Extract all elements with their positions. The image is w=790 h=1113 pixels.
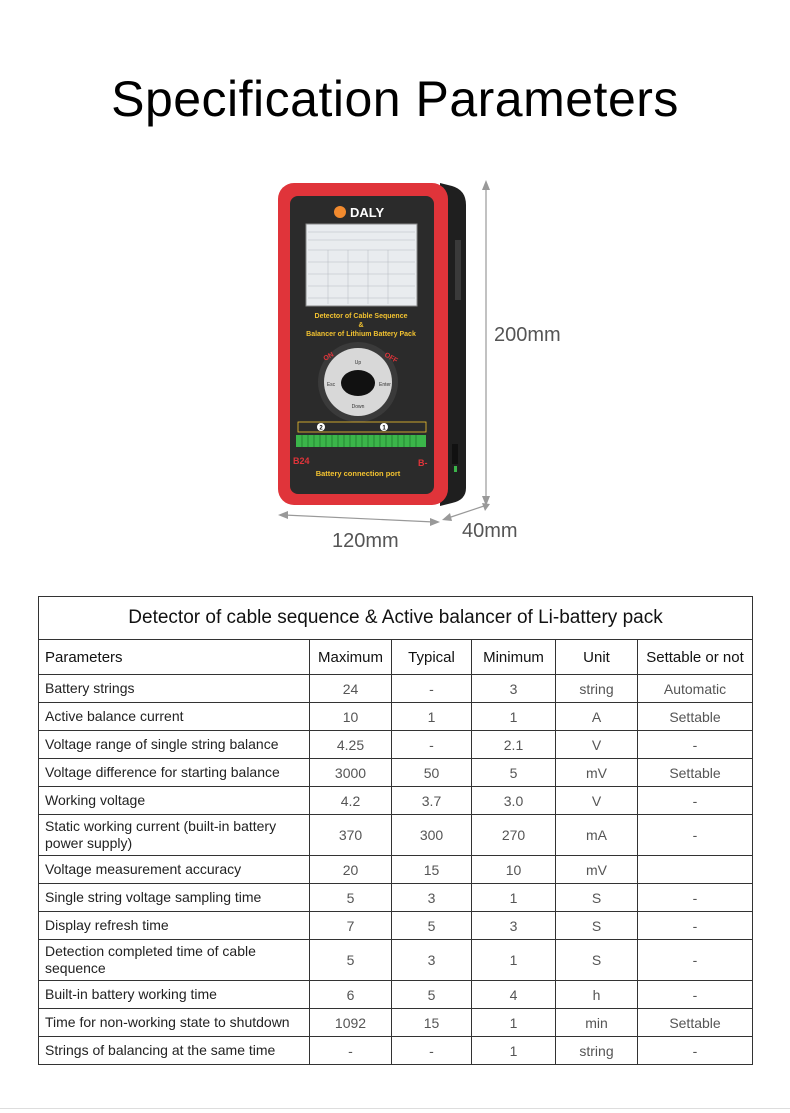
table-row [39,912,753,940]
page-title: Specification Parameters [111,71,679,127]
cell-typical: - [392,731,472,759]
cell-settable: - [638,940,753,981]
cell-settable: - [638,731,753,759]
cell-parameter: Working voltage [39,787,310,815]
bottom-divider [0,1108,790,1109]
cell-maximum: - [310,1037,392,1065]
cell-settable: - [638,884,753,912]
esc-button: Esc [326,382,336,388]
cell-unit: string [556,1037,638,1065]
cell-parameter: Strings of balancing at the same time [39,1037,310,1065]
device-label-3: Balancer of Lithium Battery Pack [306,331,416,338]
table-caption: Detector of cable sequence & Active balancer of Li-battery pack [39,597,753,640]
cell-maximum: 24 [310,675,392,703]
cell-parameter: Voltage range of single string balance [39,731,310,759]
col-header-parameters: Parameters [39,640,310,675]
cell-minimum: 270 [472,815,556,856]
cell-parameter: Battery strings [39,675,310,703]
cell-minimum: 1 [472,703,556,731]
cell-unit: S [556,912,638,940]
cell-minimum: 2.1 [472,731,556,759]
cell-minimum: 3.0 [472,787,556,815]
cell-maximum: 5 [310,940,392,981]
device-label-1: Detector of Cable Sequence [314,313,408,320]
cell-typical: 1 [392,703,472,731]
col-header-maximum: Maximum [310,640,392,675]
table-row [39,856,753,884]
cell-unit: V [556,787,638,815]
cell-maximum: 5 [310,884,392,912]
cell-settable: - [638,1037,753,1065]
table-row [39,703,753,731]
width-dimension: 120mm [332,530,399,552]
cell-typical: 50 [392,759,472,787]
device-screen [306,224,417,306]
cell-parameter: Static working current (built-in battery power supply) [39,815,310,856]
cell-typical: 3 [392,940,472,981]
cell-unit: mV [556,856,638,884]
cell-parameter: Voltage difference for starting balance [39,759,310,787]
cell-maximum: 4.25 [310,731,392,759]
table-row [39,675,753,703]
table-row [39,787,753,815]
cell-parameter: Active balance current [39,703,310,731]
cell-maximum: 1092 [310,1009,392,1037]
height-dimension: 200mm [494,324,561,346]
device-label-2: & [358,322,364,329]
cell-settable: - [638,787,753,815]
cell-parameter: Display refresh time [39,912,310,940]
table-row [39,759,753,787]
terminal-block [296,435,426,447]
cell-parameter: Single string voltage sampling time [39,884,310,912]
cell-parameter: Time for non-working state to shutdown [39,1009,310,1037]
cell-typical: - [392,675,472,703]
cell-maximum: 370 [310,815,392,856]
table-row [39,1009,753,1037]
spec-table [38,596,753,1065]
down-button: Down [351,404,365,410]
cell-settable: - [638,912,753,940]
cell-maximum: 6 [310,981,392,1009]
table-header-row [39,640,753,675]
cell-unit: mA [556,815,638,856]
table-row [39,981,753,1009]
cell-typical: - [392,1037,472,1065]
cell-unit: A [556,703,638,731]
group-2-badge: 2 [319,425,323,432]
col-header-minimum: Minimum [472,640,556,675]
port-left-label: B24 [293,456,310,466]
cell-unit: S [556,884,638,912]
cell-minimum: 1 [472,1037,556,1065]
cell-maximum: 3000 [310,759,392,787]
cell-settable: - [638,981,753,1009]
cell-unit: mV [556,759,638,787]
cell-maximum: 20 [310,856,392,884]
cell-maximum: 4.2 [310,787,392,815]
cell-parameter: Detection completed time of cable sequence [39,940,310,981]
col-header-settable: Settable or not [638,640,753,675]
cell-maximum: 7 [310,912,392,940]
table-row [39,1037,753,1065]
cell-settable: Settable [638,759,753,787]
cell-minimum: 3 [472,675,556,703]
group-1-badge: 1 [382,425,386,432]
cell-typical: 15 [392,856,472,884]
brand-logo: DALY [350,205,385,220]
cell-unit: h [556,981,638,1009]
cell-minimum: 1 [472,884,556,912]
cell-unit: min [556,1009,638,1037]
col-header-typical: Typical [392,640,472,675]
cell-parameter: Built-in battery working time [39,981,310,1009]
port-right-label: B- [418,458,428,468]
cell-minimum: 3 [472,912,556,940]
cell-typical: 3.7 [392,787,472,815]
cell-settable: Settable [638,703,753,731]
cell-typical: 5 [392,912,472,940]
table-row [39,731,753,759]
table-row [39,884,753,912]
cell-unit: string [556,675,638,703]
off-button: OFF [383,351,399,365]
cell-typical: 300 [392,815,472,856]
col-header-unit: Unit [556,640,638,675]
cell-typical: 5 [392,981,472,1009]
cell-unit: S [556,940,638,981]
on-button: ON [322,351,336,363]
enter-button: Enter [379,382,391,388]
cell-typical: 3 [392,884,472,912]
cell-settable [638,856,753,884]
cell-settable: - [638,815,753,856]
cell-minimum: 1 [472,940,556,981]
depth-dimension: 40mm [462,520,518,542]
cell-minimum: 10 [472,856,556,884]
keypad-center [341,370,375,396]
table-row [39,815,753,856]
cell-minimum: 4 [472,981,556,1009]
cell-minimum: 1 [472,1009,556,1037]
cell-parameter: Voltage measurement accuracy [39,856,310,884]
port-caption: Battery connection port [315,469,401,478]
cell-typical: 15 [392,1009,472,1037]
cell-minimum: 5 [472,759,556,787]
cell-settable: Settable [638,1009,753,1037]
up-button: Up [354,360,362,366]
cell-maximum: 10 [310,703,392,731]
table-row [39,940,753,981]
cell-settable: Automatic [638,675,753,703]
cell-unit: V [556,731,638,759]
